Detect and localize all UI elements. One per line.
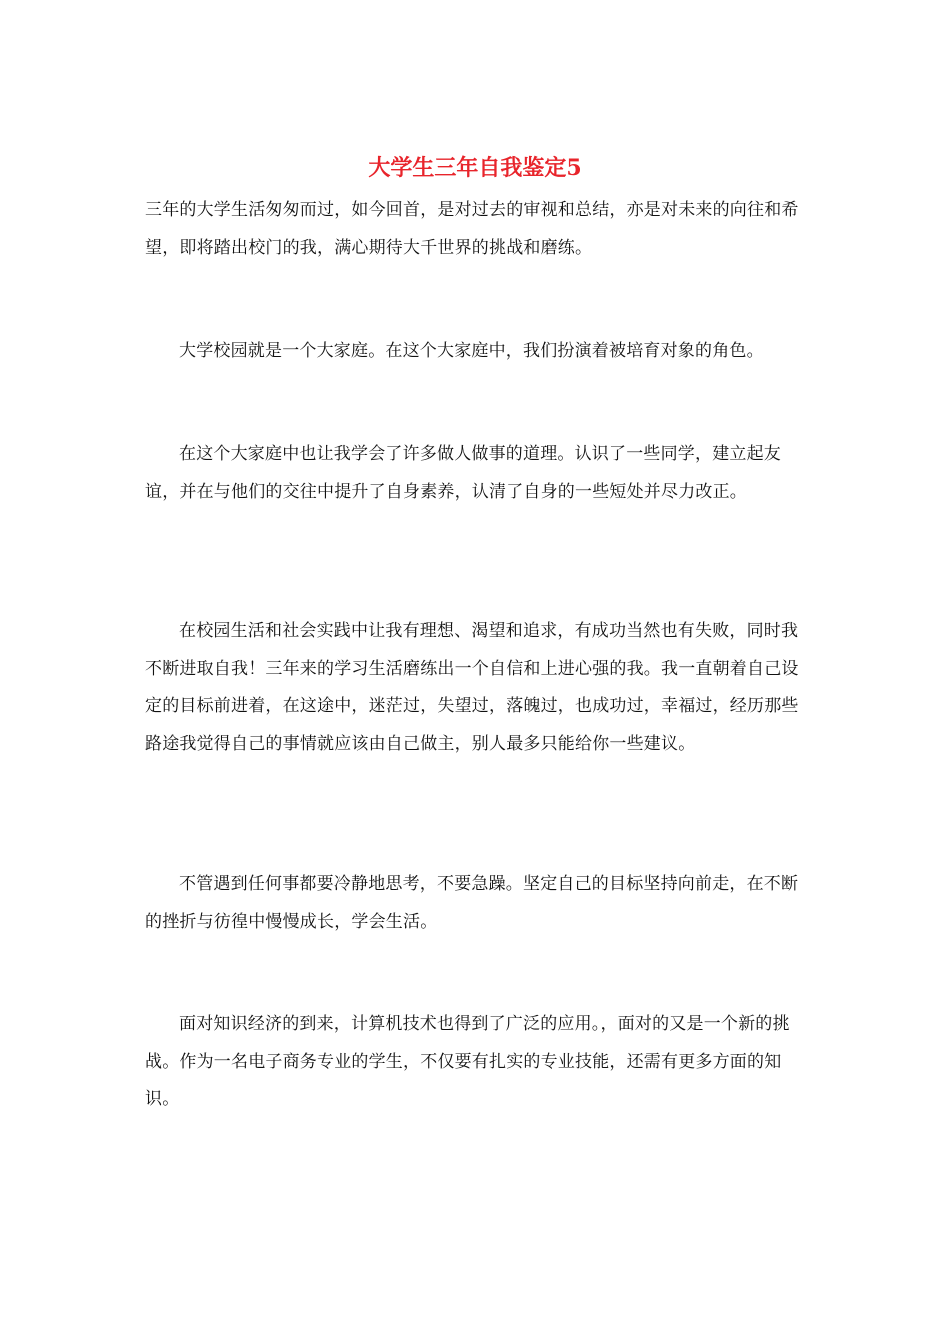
paragraph-knowledge-economy: 面对知识经济的到来，计算机技术也得到了广泛的应用。，面对的又是一个新的挑战。作为一名电子商务专业的学生，不仅要有扎实的专业技能，还需有更多方面的知识。 — [145, 1014, 790, 1109]
paragraph-ideals-growth: 在校园生活和社会实践中让我有理想、渴望和追求，有成功当然也有失败，同时我不断进取自我！三年来的学习生活磨练出一个自信和上进心强的我。我一直朝着自己设定的目标前进着，在这途中，迷茫过，失望过，落魄过，也成功过，幸福过，经历那些路途我觉得自己的事情就应该由自己做主，别人最多只能给你一些建议。 — [145, 621, 799, 754]
paragraph-intro: 三年的大学生活匆匆而过，如今回首，是对过去的审视和总结，亦是对未来的向往和希望，即将踏出校门的我，满心期待大千世界的挑战和磨练。 — [145, 200, 799, 258]
paragraph-calm-thinking: 不管遇到任何事都要冷静地思考，不要急躁。坚定自己的目标坚持向前走，在不断的挫折与彷徨中慢慢成长，学会生活。 — [145, 874, 799, 932]
paragraph-life-lessons: 在这个大家庭中也让我学会了许多做人做事的道理。认识了一些同学，建立起友谊，并在与他们的交往中提升了自身素养，认清了自身的一些短处并尽力改正。 — [145, 444, 781, 502]
document-title: 大学生三年自我鉴定5 — [368, 155, 582, 181]
paragraph-campus-family: 大学校园就是一个大家庭。在这个大家庭中，我们扮演着被培育对象的角色。 — [179, 341, 764, 361]
